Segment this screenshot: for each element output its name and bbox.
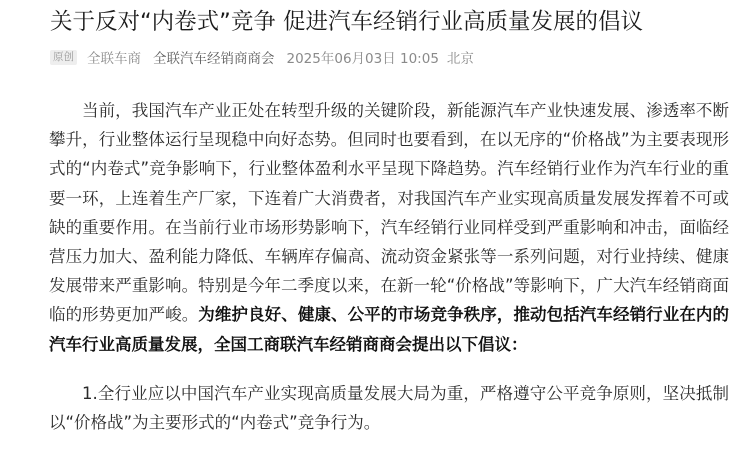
intro-paragraph bbox=[49, 96, 729, 359]
intro-paragraph-text: 当前，我国汽车产业正处在转型升级的关键阶段，新能源汽车产业快速发展、渗透率不断攀升，行业整体运行呈现稳中向好态势。但同时也要看到，在以无序的“价格战”为主要表现形式的“内卷式”竞争影响下，行业整体盈利水平呈现下降趋势。汽车经销行业作为汽车行业的重要一环，上连着生产厂家，下连着广大消费者，对我国汽车产业实现高质量发展发挥着不可或缺的重要作用。在当前行业市场形势影响下，汽车经销行业同样受到严重影响和冲击，面临经营压力加大、盈利能力降低、车辆库存偏高、流动资金紧张等一系列问题，对行业持续、健康发展带来严重影响。特别是今年二季度以来，在新一轮“价格战”等影响下，广大汽车经销商面临的形势更加严峻。 bbox=[49, 101, 729, 325]
original-badge: 原创 bbox=[50, 50, 77, 65]
article-body bbox=[49, 96, 729, 437]
publish-time: 2025年06月03日 10:05 bbox=[286, 51, 439, 67]
article-meta bbox=[50, 47, 474, 67]
author-name: 全联汽车经销商商会 bbox=[153, 51, 275, 67]
article-title: 关于反对“内卷式”竞争 促进汽车经销行业高质量发展的倡议 bbox=[50, 9, 643, 35]
intro-paragraph-bold: 为维护良好、健康、公平的市场竞争秩序，推动包括汽车经销行业在内的汽车行业高质量发展，全国工商联汽车经销商商会提出以下倡议： bbox=[49, 305, 730, 354]
source-account-link[interactable]: 全联车商 bbox=[87, 51, 141, 67]
publish-location: 北京 bbox=[446, 51, 474, 67]
proposal-item-1: 1.全行业应以中国汽车产业实现高质量发展大局为重，严格遵守公平竞争原则，坚决抵制以“价格战”为主要形式的“内卷式”竞争行为。 bbox=[49, 383, 729, 433]
